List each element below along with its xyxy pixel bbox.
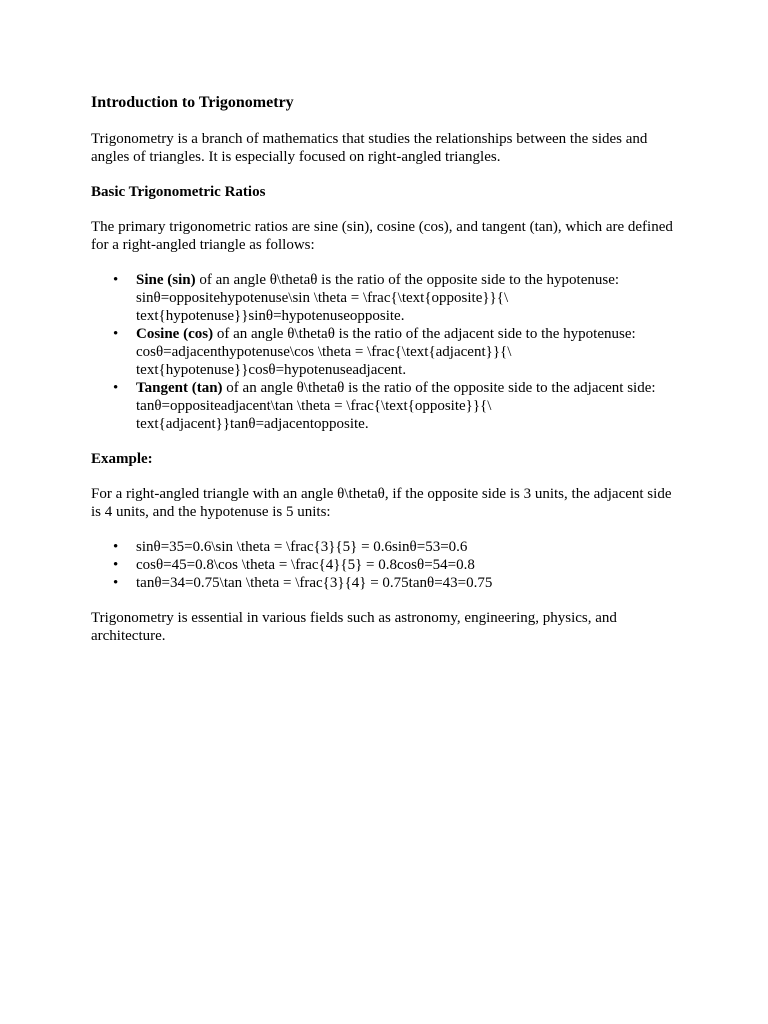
- ratios-heading: Basic Trigonometric Ratios: [91, 184, 266, 200]
- cosine-term: Cosine (cos): [136, 326, 214, 342]
- example-intro-paragraph: For a right-angled triangle with an angle θ\thetaθ, if the opposite side is 3 units, the adjacent side is 4 units, and the hypotenuse is 5 units:: [91, 486, 672, 520]
- list-item-cosine: [136, 325, 683, 379]
- examples-list: [91, 538, 683, 592]
- cosine-definition: of an angle θ\thetaθ is the ratio of the adjacent side to the hypotenuse: cosθ=adjacenthypotenuse\cos \theta = \frac{\text{adjacent}}{\ text{hypotenuse}}cosθ=hypotenuseadjacent.: [136, 326, 636, 378]
- tangent-definition: of an angle θ\thetaθ is the ratio of the opposite side to the adjacent side: tanθ=oppositeadjacent\tan \theta = \frac{\text{opposite}}{\ text{adjacent}}tanθ=adjacentopposite.: [136, 380, 656, 432]
- document-page: [91, 93, 683, 662]
- list-item-example-tan: • tanθ=34=0.75\tan \theta = \frac{3}{4} = 0.75tanθ=43=0.75: [136, 574, 683, 592]
- tangent-term: Tangent (tan): [136, 380, 223, 396]
- list-item-example-sin: • sinθ=35=0.6\sin \theta = \frac{3}{5} = 0.6sinθ=53=0.6: [136, 538, 683, 556]
- ratios-list: [91, 271, 683, 433]
- sine-definition: of an angle θ\thetaθ is the ratio of the opposite side to the hypotenuse: sinθ=oppositehypotenuse\sin \theta = \frac{\text{opposite}}{\ text{hypotenuse}}sinθ=hypotenuseopposite.: [136, 272, 620, 324]
- intro-paragraph: Trigonometry is a branch of mathematics that studies the relationships between the sides and angles of triangles. It is especially focused on right-angled triangles.: [91, 131, 648, 165]
- example-heading: Example:: [91, 451, 153, 467]
- list-item-tangent: [136, 379, 683, 433]
- conclusion-paragraph: Trigonometry is essential in various fields such as astronomy, engineering, physics, and architecture.: [91, 610, 617, 644]
- list-item-sine: [136, 271, 683, 325]
- sine-term: Sine (sin): [136, 272, 196, 288]
- ratios-intro-paragraph: The primary trigonometric ratios are sine (sin), cosine (cos), and tangent (tan), which are defined for a right-angled triangle as follows:: [91, 219, 673, 253]
- list-item-example-cos: • cosθ=45=0.8\cos \theta = \frac{4}{5} = 0.8cosθ=54=0.8: [136, 556, 683, 574]
- document-title: Introduction to Trigonometry: [91, 94, 294, 111]
